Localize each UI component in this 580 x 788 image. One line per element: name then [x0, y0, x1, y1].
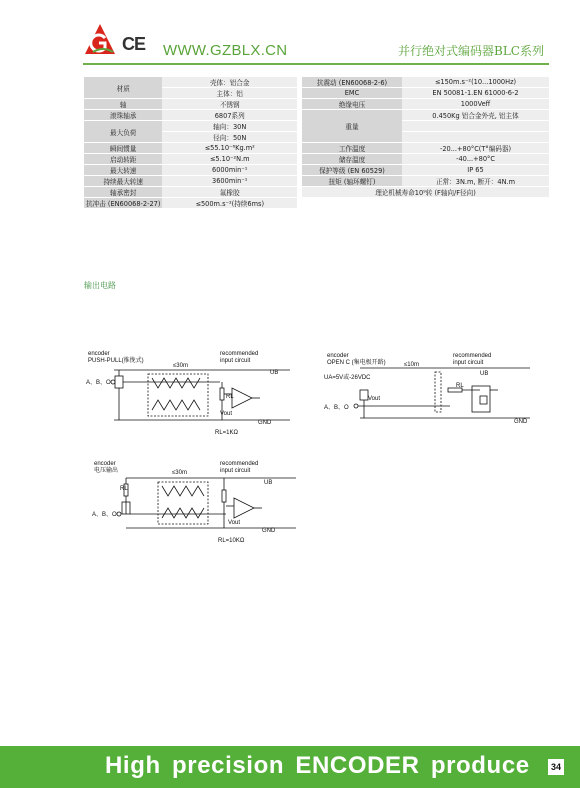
spec-key: 滚珠轴承	[84, 110, 162, 121]
vout-label: Vout	[368, 396, 381, 402]
spec-table-left	[84, 77, 297, 209]
spec-key: 持续最大转速	[84, 176, 162, 187]
spec-value: 轴向：30N	[162, 121, 297, 132]
header-divider	[83, 63, 549, 65]
table-row	[302, 165, 549, 176]
channel-label: A、B、O	[86, 380, 111, 386]
spec-key: 绝缘电压	[302, 99, 402, 110]
spec-value: 主体：铝	[162, 88, 297, 99]
distance-label: ≤30m	[173, 363, 188, 369]
recommended-label: recommended	[453, 353, 492, 359]
spec-key: 重量	[302, 110, 402, 143]
website-url[interactable]: WWW.GZBLX.CN	[163, 42, 288, 59]
spec-value: 不锈钢	[162, 99, 297, 110]
channel-label: A、B、O	[324, 405, 349, 411]
gnd-label: GND	[258, 420, 272, 426]
spec-value: 壳体：铝合金	[162, 77, 297, 88]
spec-key: 轴	[84, 99, 162, 110]
footer-tagline: High precision ENCODER produce	[105, 752, 530, 779]
pushpull-circuit-diagram	[80, 348, 300, 438]
spec-key: 保护等级 (EN 60529)	[302, 165, 402, 176]
spec-value: ≤55.10⁻⁶Kg.m²	[162, 143, 297, 154]
spec-table-right	[302, 77, 549, 198]
spec-value: 径向：50N	[162, 132, 297, 143]
spec-value: 3600min⁻¹	[162, 176, 297, 187]
spec-key: 抗冲击 (EN60068-2-27)	[84, 198, 162, 209]
page-number: 34	[548, 759, 564, 775]
spec-key: 工作温度	[302, 143, 402, 154]
spec-value: ≤500m.s⁻²(持续6ms)	[162, 198, 297, 209]
spec-key: EMC	[302, 88, 402, 99]
resistor-symbol-label: RL	[456, 383, 464, 389]
open-collector-circuit-diagram	[320, 350, 540, 430]
table-row	[84, 143, 297, 154]
spec-value: -20...+80°C(T°编码器)	[402, 143, 549, 154]
spec-key: 轴承密封	[84, 187, 162, 198]
spec-footer: 理论机械寿命10⁹转 (F轴向/F径向)	[302, 187, 549, 198]
spec-value: ≤5.10⁻²N.m	[162, 154, 297, 165]
output-circuit-heading: 输出电路	[84, 281, 116, 290]
company-logo	[83, 22, 117, 56]
spec-key: 最大负荷	[84, 121, 162, 143]
table-row	[84, 99, 297, 110]
spec-key: 材质	[84, 77, 162, 99]
gnd-label: GND	[514, 419, 528, 425]
resistor-symbol-label: RL	[120, 486, 128, 492]
table-row	[84, 121, 297, 132]
load-resistor-label: RL=10KΩ	[218, 538, 245, 544]
table-row	[302, 143, 549, 154]
table-row	[302, 176, 549, 187]
spec-value: -40...+80°C	[402, 154, 549, 165]
output-type-label: PUSH-PULL(推挽式)	[88, 358, 144, 364]
ub-label: UB	[480, 371, 489, 377]
resistor-symbol-label: RL	[226, 394, 234, 400]
voltage-output-circuit-diagram	[86, 458, 306, 550]
spec-value: ≤150m.s⁻²(10...1000Hz)	[402, 77, 549, 88]
table-row	[84, 165, 297, 176]
spec-value: 1000Veff	[402, 99, 549, 110]
table-row	[302, 187, 549, 198]
ce-mark: CE	[122, 34, 146, 54]
distance-label: ≤30m	[172, 470, 187, 476]
channel-label: A、B、O	[92, 512, 117, 518]
spec-value: 氟橡胶	[162, 187, 297, 198]
series-title: 并行绝对式编码器BLC系列	[398, 44, 544, 58]
table-row	[84, 187, 297, 198]
table-row	[84, 176, 297, 187]
table-row	[302, 154, 549, 165]
spec-key: 最大转速	[84, 165, 162, 176]
table-row	[302, 99, 549, 110]
vout-label: Vout	[228, 520, 241, 526]
distance-label: ≤10m	[404, 362, 419, 368]
table-row	[84, 198, 297, 209]
ub-label: UB	[264, 480, 273, 486]
table-row	[302, 88, 549, 99]
spec-value: IP 65	[402, 165, 549, 176]
spec-key: 储存温度	[302, 154, 402, 165]
encoder-label: encoder	[327, 353, 349, 359]
input-circuit-label: input circuit	[220, 358, 251, 364]
load-resistor-label: RL=1KΩ	[215, 430, 238, 436]
table-row	[84, 110, 297, 121]
spec-key: 启动转距	[84, 154, 162, 165]
table-row	[84, 154, 297, 165]
table-row	[84, 77, 297, 88]
input-circuit-label: input circuit	[453, 360, 484, 366]
vout-label: Vout	[220, 411, 233, 417]
spec-value	[402, 121, 549, 132]
supply-label: UA=5V或-26VDC	[324, 375, 371, 381]
spec-value: 6000min⁻¹	[162, 165, 297, 176]
spec-key: 瞬间惯量	[84, 143, 162, 154]
encoder-label: encoder	[94, 461, 116, 467]
spec-value: 正常：3N.m, 断开：4N.m	[402, 176, 549, 187]
spec-key: 扭矩 (轴环螺钉)	[302, 176, 402, 187]
spec-key: 抗震动 (EN60068-2-6)	[302, 77, 402, 88]
output-type-label: OPEN C (集电极开路)	[327, 360, 386, 366]
spec-value: 0.450Kg 铝合金外壳, 铝主体	[402, 110, 549, 121]
input-circuit-label: input circuit	[220, 468, 251, 474]
gnd-label: GND	[262, 528, 276, 534]
spec-value	[402, 132, 549, 143]
recommended-label: recommended	[220, 351, 259, 357]
output-type-label: 电压输出	[94, 468, 119, 474]
spec-value: 6807系列	[162, 110, 297, 121]
ub-label: UB	[270, 370, 279, 376]
spec-value: EN 50081-1.EN 61000-6-2	[402, 88, 549, 99]
encoder-label: encoder	[88, 351, 110, 357]
table-row	[302, 110, 549, 121]
recommended-label: recommended	[220, 461, 259, 467]
table-row	[302, 77, 549, 88]
